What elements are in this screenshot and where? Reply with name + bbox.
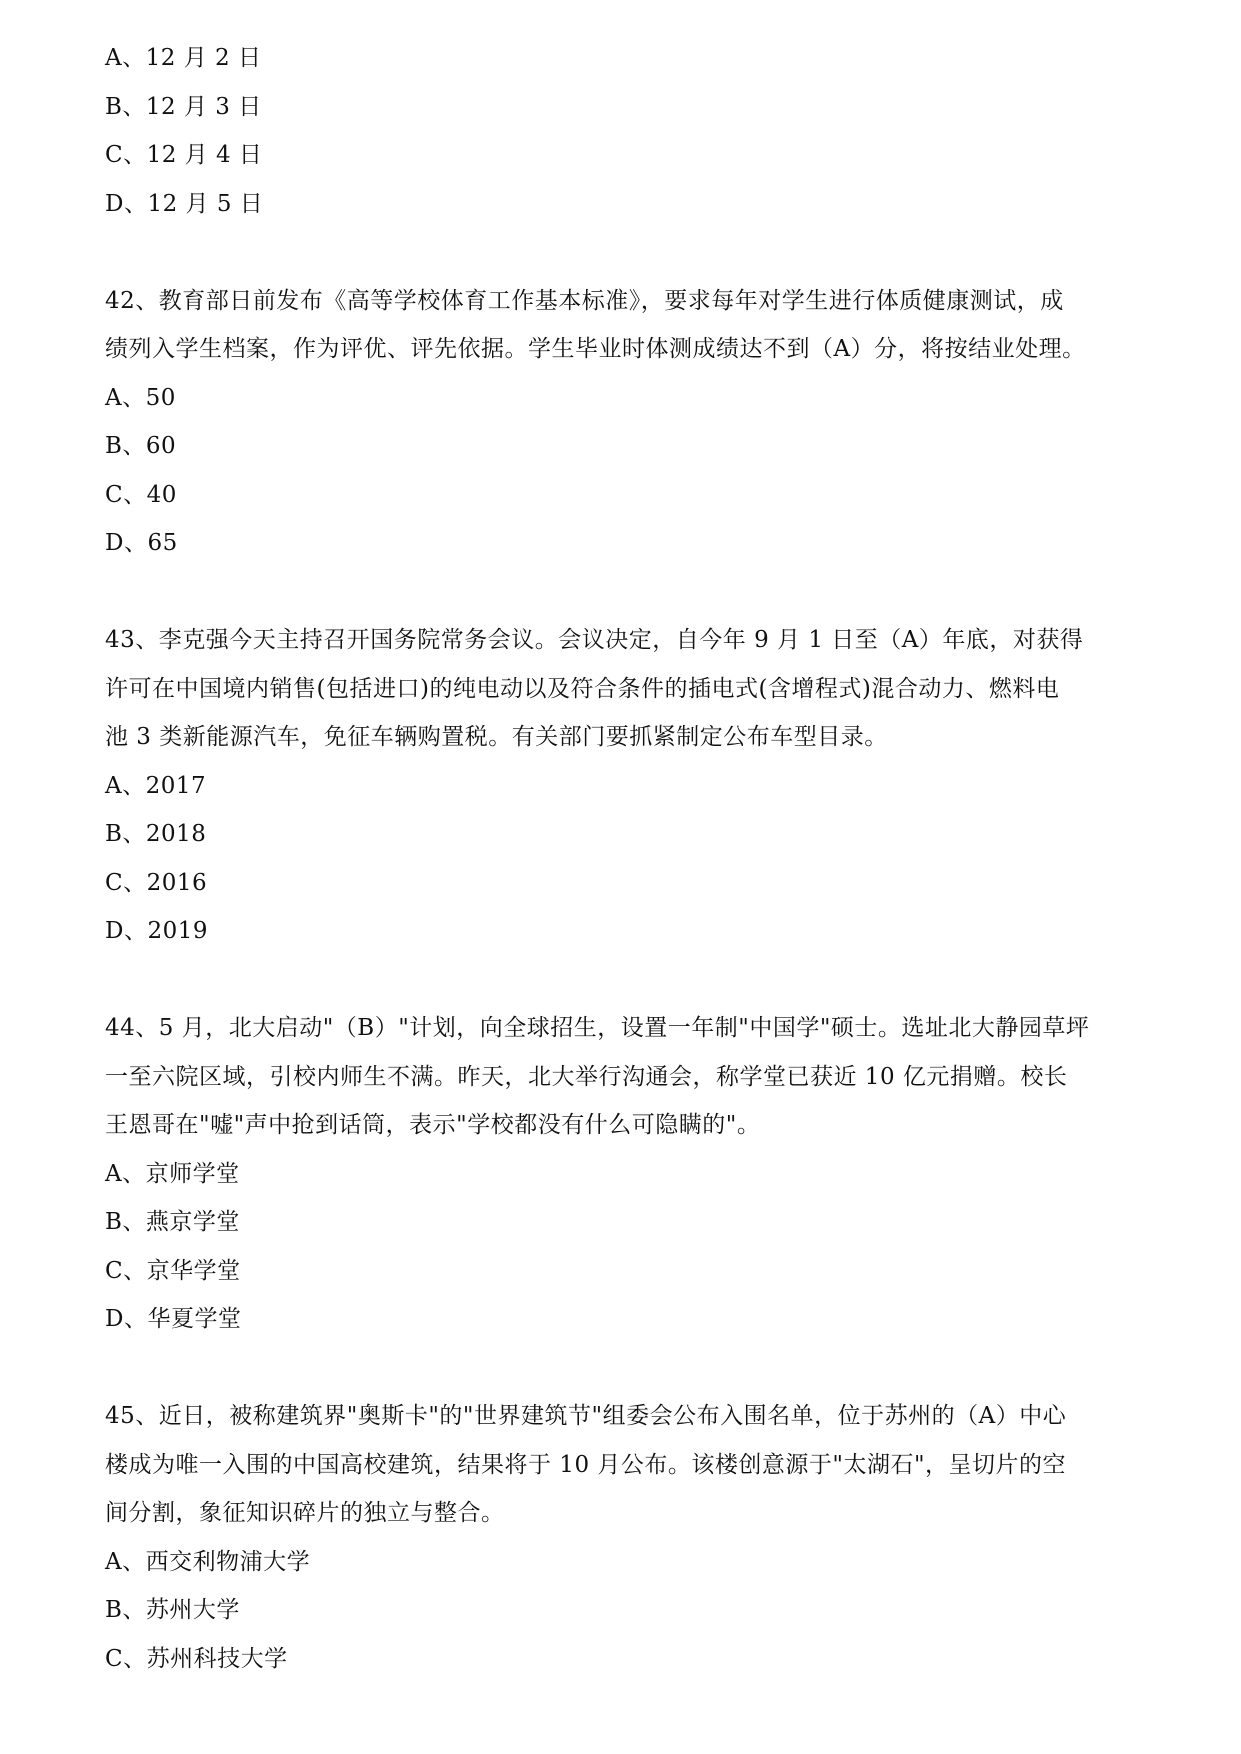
question-line: 王恩哥在"嘘"声中抢到话筒，表示"学校都没有什么可隐瞒的"。: [105, 1112, 761, 1138]
option-a: A、50: [105, 384, 176, 411]
question-block-42: [105, 277, 1165, 568]
question-line: 42、教育部日前发布《高等学校体育工作基本标准》，要求每年对学生进行体质健康测试，成: [105, 287, 1064, 314]
option-b: B、苏州大学: [105, 1597, 240, 1623]
question-line: 43、李克强今天主持召开国务院常务会议。会议决定，自今年 9 月 1 日至（A）年底，对获得: [105, 627, 1084, 653]
question-line: 间分割，象征知识碎片的独立与整合。: [105, 1500, 505, 1526]
option-d: D、2019: [105, 918, 208, 944]
option-c: C、40: [105, 481, 177, 508]
block-spacer: [105, 956, 1165, 1005]
question-block-45: [105, 1392, 1165, 1683]
question-text: [105, 1392, 1165, 1538]
question-block-44: [105, 1004, 1165, 1344]
question-text: [105, 1004, 1165, 1150]
question-text: [105, 277, 1165, 374]
option-b: B、60: [105, 433, 177, 459]
option-a: A、12 月 2 日: [105, 45, 262, 71]
option-b: B、12 月 3 日: [105, 93, 262, 120]
option-a: A、京师学堂: [105, 1160, 240, 1187]
question-line: 45、近日，被称建筑界"奥斯卡"的"世界建筑节"组委会公布入围名单，位于苏州的（A）中心: [105, 1403, 1067, 1429]
question-line: 许可在中国境内销售(包括进口)的纯电动以及符合条件的插电式(含增程式)混合动力、燃料电: [105, 675, 1060, 702]
question-text: [105, 616, 1165, 762]
block-spacer: [105, 1344, 1165, 1393]
question-line: 44、5 月，北大启动"（B）"计划，向全球招生，设置一年制"中国学"硕士。选址北大静园草坪: [105, 1015, 1090, 1041]
question-line: 池 3 类新能源汽车，免征车辆购置税。有关部门要抓紧制定公布车型目录。: [105, 724, 888, 750]
option-c: C、苏州科技大学: [105, 1645, 288, 1672]
option-d: D、华夏学堂: [105, 1306, 242, 1332]
option-d: D、65: [105, 530, 178, 556]
option-a: A、2017: [105, 772, 207, 799]
option-b: B、2018: [105, 821, 207, 847]
option-c: C、京华学堂: [105, 1257, 241, 1284]
question-line: 一至六院区域，引校内师生不满。昨天，北大举行沟通会，称学堂已获近 10 亿元捐赠。校长: [105, 1063, 1068, 1090]
question-line: 楼成为唯一入围的中国高校建筑，结果将于 10 月公布。该楼创意源于"太湖石"，呈切片的空: [105, 1451, 1067, 1478]
question-line: 绩列入学生档案，作为评优、评先依据。学生毕业时体测成绩达不到（A）分，将按结业处理。: [105, 336, 1086, 362]
document-page: [105, 34, 1165, 1683]
option-c: C、12 月 4 日: [105, 142, 263, 168]
option-b: B、燕京学堂: [105, 1209, 240, 1235]
option-c: C、2016: [105, 869, 208, 896]
question-block-41-options: [105, 34, 1165, 228]
block-spacer: [105, 568, 1165, 617]
option-a: A、西交利物浦大学: [105, 1548, 311, 1575]
block-spacer: [105, 228, 1165, 277]
question-block-43: [105, 616, 1165, 956]
option-d: D、12 月 5 日: [105, 190, 264, 217]
